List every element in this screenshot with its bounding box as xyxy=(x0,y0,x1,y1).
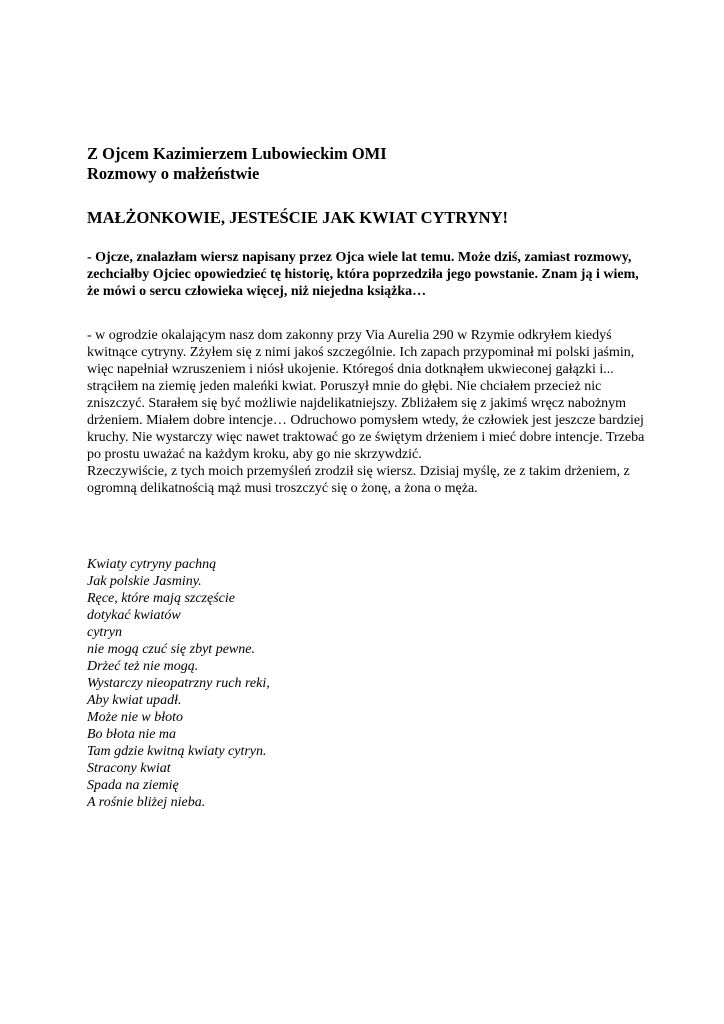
article-title: MAŁŻONKOWIE, JESTEŚCIE JAK KWIAT CYTRYNY! xyxy=(87,208,508,227)
poem-line: Może nie w błoto xyxy=(87,710,184,725)
header-line-2: Rozmowy o małżeństwie xyxy=(87,164,260,183)
poem-line: Wystarczy nieopatrzny ruch reki, xyxy=(87,676,270,691)
header-line-1: Z Ojcem Kazimierzem Lubowieckim OMI xyxy=(87,144,387,163)
interview-question: - Ojcze, znalazłam wiersz napisany przez Ojca wiele lat temu. Może dziś, zamiast rozmowy, zechciałby Ojciec opowiedzieć tę historię, która poprzedziła jego powstanie. Znam ją i wiem, że mówi o sercu człowieka więcej, niż niejedna książka… xyxy=(87,250,639,299)
poem-line: Stracony kwiat xyxy=(87,761,171,776)
poem-line: Aby kwiat upadł. xyxy=(87,693,182,708)
poem-line: Tam gdzie kwitną kwiaty cytryn. xyxy=(87,744,267,759)
poem-line: Bo błota nie ma xyxy=(87,727,177,742)
answer-paragraph-2: Rzeczywiście, z tych moich przemyśleń zrodził się wiersz. Dzisiaj myślę, ze z takim drżeniem, z ogromną delikatnością mąż musi troszczyć się o żonę, a żona o męża. xyxy=(87,464,630,496)
poem-line: cytryn xyxy=(87,625,122,640)
poem-line: A rośnie bliżej nieba. xyxy=(87,795,206,810)
poem-line: nie mogą czuć się zbyt pewne. xyxy=(87,642,255,657)
answer-paragraph-1: - w ogrodzie okalającym nasz dom zakonny przy Via Aurelia 290 w Rzymie odkryłem kiedyś kwitnące cytryny. Zżyłem się z nimi jakoś szczególnie. Ich zapach przypominał mi polski jaśmin, więc napełniał wzruszeniem i niósł ukojenie. Któregoś dnia dotknąłem ukwieconej gałązki i... strąciłem na ziemię jeden maleńki kwiat. Poruszył mnie do głębi. Nie chciałem przecież nic zniszczyć. Starałem się być możliwie najdelikatniejszy. Zbliżałem się z jakimś wręcz nabożnym drżeniem. Miałem dobre intencje… Odruchowo pomysłem wtedy, że człowiek jest jeszcze bardziej kruchy. Nie wystarczy więc nawet traktować go ze świętym drżeniem i mieć dobre intencje. Trzeba po prostu uważać na każdym kroku, aby go nie skrzywdzić. xyxy=(87,328,645,462)
poem-line: Jak polskie Jasminy. xyxy=(87,574,202,589)
header xyxy=(87,144,647,184)
document-page xyxy=(87,144,647,811)
poem-line: Ręce, które mają szczęście xyxy=(87,591,235,606)
poem xyxy=(87,556,647,811)
poem-line: Kwiaty cytryny pachną xyxy=(87,557,217,572)
interview-answer xyxy=(87,327,647,497)
poem-line: Drżeć też nie mogą. xyxy=(87,659,199,674)
poem-line: dotykać kwiatów xyxy=(87,608,181,623)
poem-line: Spada na ziemię xyxy=(87,778,179,793)
